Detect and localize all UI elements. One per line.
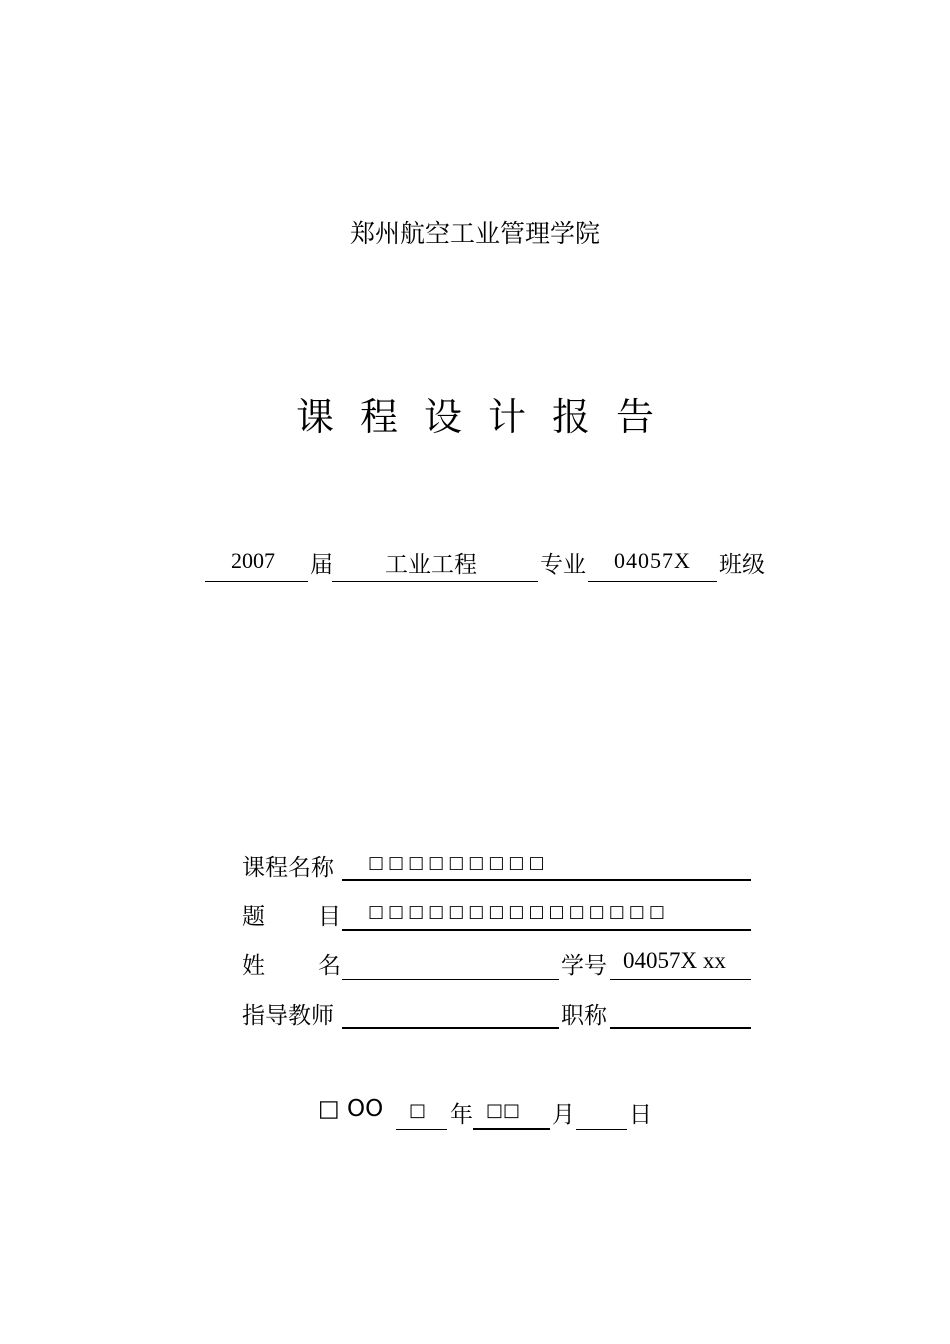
course-name-underline <box>342 879 751 881</box>
year-underline <box>205 581 308 582</box>
date-month-value: □□ <box>486 1100 521 1121</box>
class-suffix: 班级 <box>719 552 765 578</box>
advisor-underline <box>342 1027 559 1029</box>
date-year-digit: □ <box>409 1100 427 1121</box>
date-month-underline <box>473 1128 550 1130</box>
topic-underline <box>342 929 751 931</box>
school-name: 郑州航空工业管理学院 <box>349 219 600 248</box>
advisor-title-label: 职称 <box>561 1003 607 1029</box>
major-suffix: 专业 <box>540 552 586 578</box>
major-underline <box>332 581 538 582</box>
graduation-year: 2007 <box>231 548 275 573</box>
major-value: 工业工程 <box>385 552 477 578</box>
class-number: 04057X <box>614 548 691 573</box>
topic-label-first: 题 <box>242 904 265 930</box>
date-year-label: 年 <box>450 1102 473 1128</box>
student-id-underline <box>610 979 751 980</box>
report-title: 课程设计报告 <box>295 395 680 439</box>
name-label-first: 姓 <box>242 953 265 979</box>
class-underline <box>588 581 717 582</box>
topic-label-second: 目 <box>318 904 341 930</box>
name-label-second: 名 <box>318 953 341 979</box>
topic-value: □□□□□□□□□□□□□□□ <box>368 902 669 922</box>
year-suffix: 届 <box>310 552 333 578</box>
date-month-label: 月 <box>552 1102 575 1128</box>
student-id-label: 学号 <box>561 953 607 979</box>
date-day-underline <box>576 1129 627 1130</box>
date-prefix: □ OO <box>318 1096 384 1122</box>
date-year-underline <box>396 1129 447 1130</box>
advisor-title-underline <box>610 1027 751 1029</box>
advisor-label: 指导教师 <box>242 1003 334 1029</box>
student-id-value: 04057X xx <box>623 948 726 973</box>
course-name-value: □□□□□□□□□ <box>368 853 549 873</box>
course-name-label: 课程名称 <box>242 855 334 881</box>
date-day-label: 日 <box>629 1102 652 1128</box>
name-underline <box>342 979 559 980</box>
